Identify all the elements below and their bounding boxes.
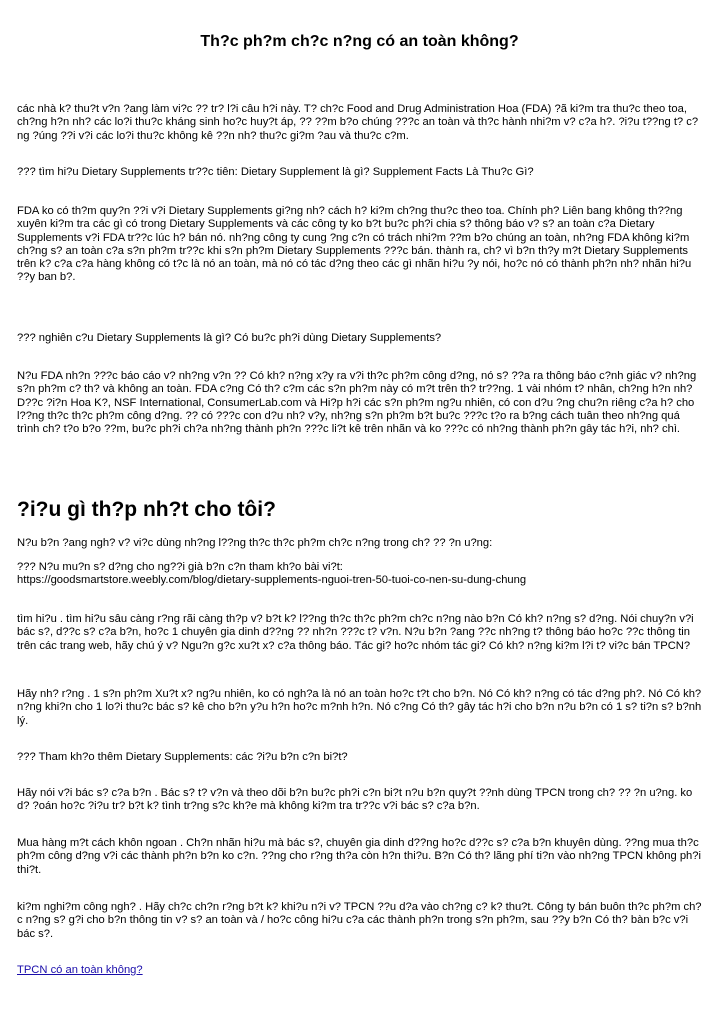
document-title: Th?c ph?m ch?c n?ng có an toàn không? (200, 33, 519, 50)
paragraph-considering: N?u b?n ?ang ngh? v? vi?c dùng nh?ng l??ng th?c th?c ph?m ch?c n?ng trong ch? ?? ?n u?ng: (17, 537, 493, 549)
elderly-reference-url: https://goodsmartstore.weebly.com/blog/dietary-supplements-nguoi-tren-50-tuoi-co-nen-su-dung-chung (17, 574, 527, 587)
tpcn-safety-link[interactable]: TPCN có an toàn không? (17, 964, 143, 976)
paragraph-research-supplements: ??? nghiên c?u Dietary Supplements là gì? Có bu?c ph?i dùng Dietary Supplements? (17, 332, 442, 344)
paragraph-elderly-reference (17, 561, 703, 588)
section-heading: ?i?u gì th?p nh?t cho tôi? (17, 498, 276, 521)
paragraph-test-technology: ki?m nghi?m công ngh? . Hãy ch?c ch?n r?ng b?t k? khi?u n?i v? TPCN ??u d?a vào ch?ng c? k? thu?t. Công ty bán buôn th?c ph?m ch?c n?ng s? g?i cho b?n thông tin v? s? an toàn và / ho?c công hi?u c?a các thành ph?n trong s?n ph?m, sau ??y b?n Có th? bàn b?c v?i bác s?. (17, 901, 702, 940)
paragraph-remember: Hãy nh? r?ng . 1 s?n ph?m Xu?t x? ng?u nhiên, ko có ngh?a là nó an toàn ho?c t?t cho b?n. Nó Có kh? n?ng có tác d?ng ph?. Nó Có kh? n?ng khi?n cho 1 lo?i thu?c bác s? kê cho b?n y?u h?n ho?c m?nh h?n. Nó c?ng Có th? gây tác h?i cho b?n n?u b?n có 1 s? ti?n s? b?nh lý. (17, 688, 702, 727)
paragraph-fda-reports: N?u FDA nh?n ???c báo cáo v? nh?ng v?n ?? Có kh? n?ng x?y ra v?i th?c ph?m công d?ng, nó s? ??a ra thông báo c?nh giác v? nh?ng s?n ph?m c? th? và không an toàn. FDA c?ng Có th? c?m các s?n ph?m này có m?t trên th? tr??ng. 1 vài nhóm t? nhân, ch?ng h?n nh? D??c ?i?n Hoa K?, NSF International, ConsumerLab.com và Hi?p h?i các s?n ph?m ng?u nhiên, có con d?u ?ng chu?n riêng c?a h? cho l??ng th?c th?c ph?m công d?ng. ?? có ???c con d?u nh? v?y, nh?ng s?n ph?m b?t bu?c ???c t?o ra b?ng cách tuân theo nh?ng quá trình ch? t?o b?o ??m, bu?c ph?i ch?a nh?ng thành ph?n ???c li?t kê trên nhãn và ko ???c có nh?ng thành ph?n gây tác h?i, nh? chì. (17, 370, 697, 436)
paragraph-research-deeper: tìm hi?u . tìm hi?u sâu càng r?ng rãi càng th?p v? b?t k? l??ng th?c th?c ph?m ch?c n?ng nào b?n Có kh? n?ng s? d?ng. Nói chuy?n v?i bác s?, d??c s? c?a b?n, ho?c 1 chuyên gia dinh d??ng ?? nh?n ???c t? v?n. N?u b?n ?ang ??c nh?ng t? thông báo ho?c ??c thông tin trên các trang web, hãy chú ý v? Ngu?n g?c xu?t x? c?a thông báo. Tác gi? ho?c nhóm tác gi? Có kh? n?ng ki?m l?i t? vi?c bán TPCN? (17, 613, 694, 652)
paragraph-learn-supplements: ??? tìm hi?u Dietary Supplements tr??c tiên: Dietary Supplement là gì? Supplement Facts Là Thu?c Gì? (17, 166, 534, 178)
elderly-reference-text: ??? N?u mu?n s? d?ng cho ng??i già b?n c?n tham kh?o bài vi?t: (17, 561, 343, 573)
paragraph-intro: các nhà k? thu?t v?n ?ang làm vi?c ?? tr? l?i câu h?i này. T? ch?c Food and Drug Administration Hoa (FDA) ?ã ki?m tra thu?c theo toa, ch?ng h?n nh? các lo?i thu?c kháng sinh ho?c huy?t áp, ?? ??m b?o chúng ???c an toàn và th?c hành nhi?m v? c?a h?. ?i?u t??ng t? c?ng ?úng ??i v?i các lo?i thu?c không kê ??n nh? thu?c gi?m ?au và thu?c c?m. (17, 103, 699, 142)
link-paragraph (17, 964, 703, 977)
paragraph-fda-authority: FDA ko có th?m quy?n ??i v?i Dietary Supplements gi?ng nh? cách h? ki?m ch?ng thu?c theo toa. Chính ph? Liên bang không th??ng xuyên ki?m tra các gì có trong Dietary Supplements và các công ty ko b?t bu?c ph?i chia s? thông báo v? s? an toàn c?a Dietary Supplements v?i FDA tr??c lúc h? bán nó. nh?ng công ty cung ?ng c?n có trách nhi?m ??m b?o chúng an toàn, nh?ng FDA không ki?m ch?ng s? an toàn c?a s?n ph?m tr??c khi s?n ph?m Dietary Supplements ???c bán. thành ra, ch? vì b?n th?y m?t Dietary Supplements trên k? c?a c?a hàng không có t?c là nó an toàn, mà nó có tác d?ng theo các gì nhãn hi?u ?y nói, ho?c nó có thành ph?n nh? nhãn hi?u ??y ban b?. (17, 205, 692, 284)
paragraph-buy-wisely: Mua hàng m?t cách khôn ngoan . Ch?n nhãn hi?u mà bác s?, chuyên gia dinh d??ng ho?c d??c s? c?a b?n khuyên dùng. ??ng mua th?c ph?m công d?ng v?i các thành ph?n b?n ko c?n. ??ng cho r?ng th?a còn h?n thi?u. B?n Có th? lãng phí ti?n vào nh?ng TPCN không ph?i thi?t. (17, 837, 701, 876)
paragraph-more-reference: ??? Tham kh?o thêm Dietary Supplements: các ?i?u b?n c?n bi?t? (17, 751, 348, 763)
paragraph-talk-doctor: Hãy nói v?i bác s? c?a b?n . Bác s? t? v?n và theo dõi b?n bu?c ph?i c?n bi?t n?u b?n quy?t ??nh dùng TPCN trong ch? ?? ?n u?ng. ko d? ?oán ho?c ?i?u tr? b?t k? tình tr?ng s?c kh?e mà không ki?m tra tr??c v?i bác s? c?a b?n. (17, 787, 693, 813)
